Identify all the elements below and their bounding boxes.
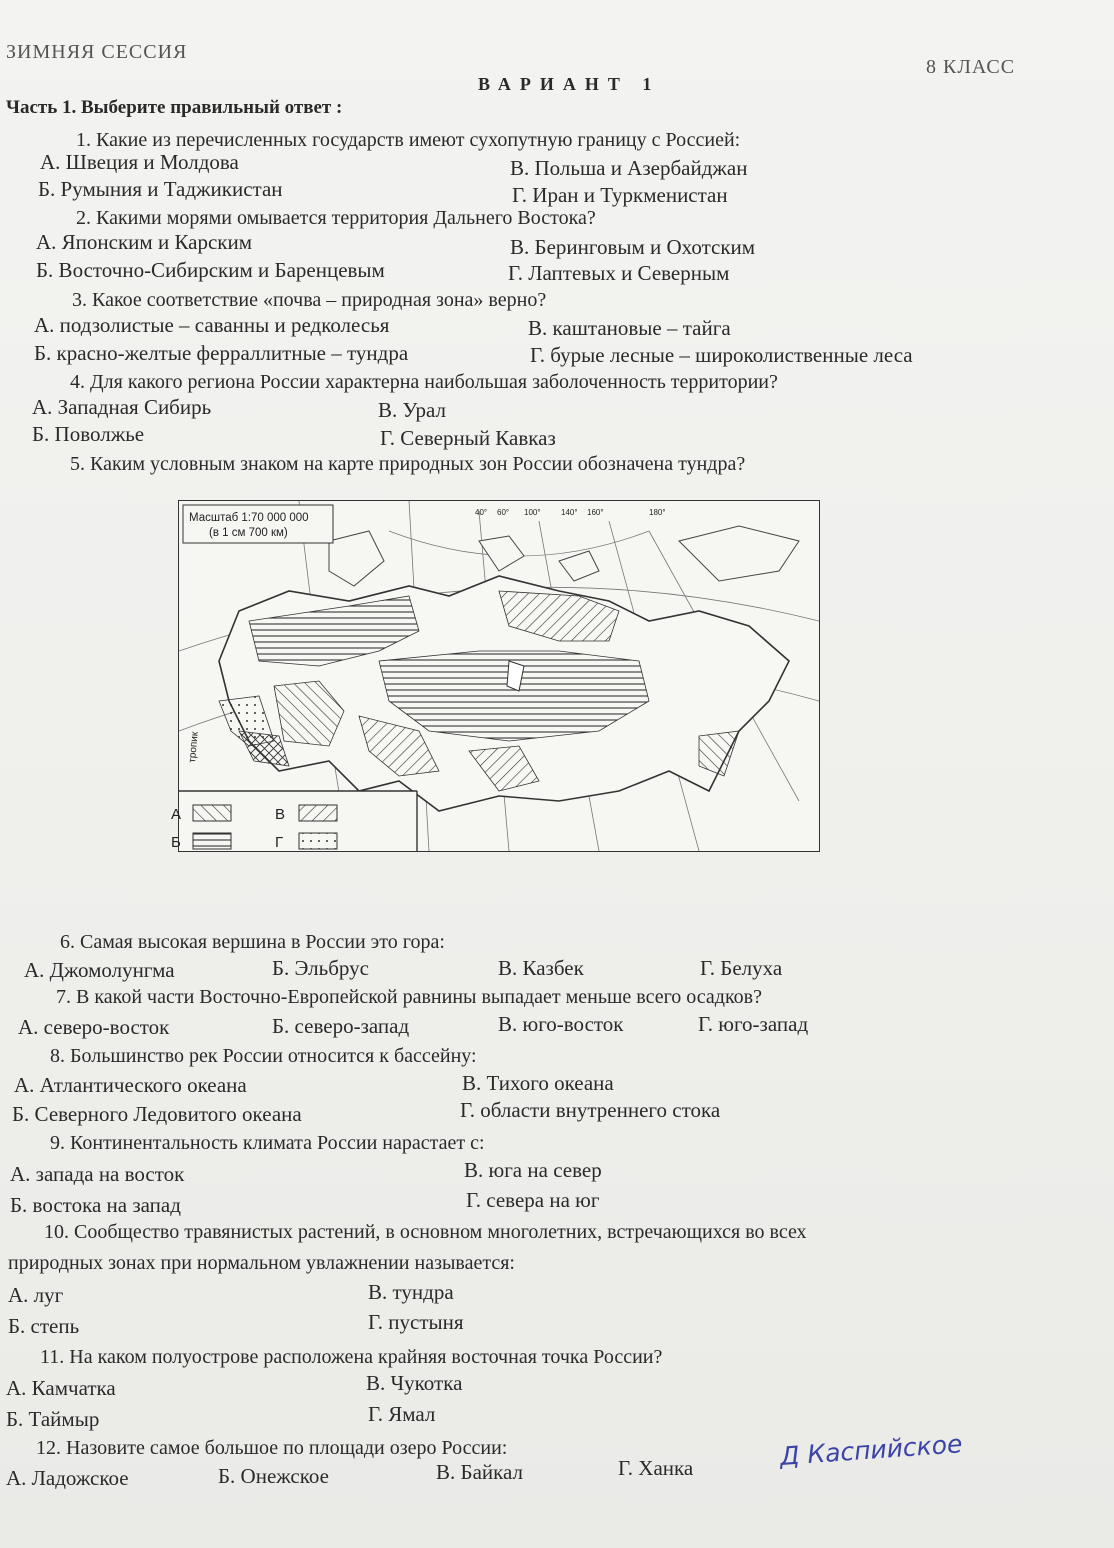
question-4: 4. Для какого региона России характерна наибольшая заболоченность территории? [70,371,778,393]
legend-v-swatch [299,805,337,821]
q9-option-v: В. юга на север [464,1158,602,1182]
q3-option-b: Б. красно-желтые ферраллитные – тундра [34,341,409,365]
session-header: ЗИМНЯЯ СЕССИЯ [6,41,188,63]
meridian-label: 140° [561,508,578,517]
meridian-label: 100° [524,508,541,517]
meridian-label: 160° [587,508,604,517]
q9-option-b: Б. востока на запад [10,1193,181,1217]
scale-note: (в 1 см 700 км) [209,527,288,539]
q4-option-g: Г. Северный Кавказ [380,426,556,450]
legend-v-label: В [275,806,286,823]
q1-option-g: Г. Иран и Туркменистан [512,183,728,207]
question-1: 1. Какие из перечисленных государств имеют сухопутную границу с Россией: [76,129,741,151]
q7-option-a: А. северо-восток [18,1015,170,1039]
q8-option-a: А. Атлантического океана [14,1073,247,1097]
question-3: 3. Какое соответствие «почва – природная зона» верно? [72,289,547,311]
q4-option-a: А. Западная Сибирь [32,395,212,419]
legend-b-swatch [193,833,231,849]
legend-g-swatch [299,833,337,849]
q2-option-g: Г. Лаптевых и Северным [508,261,730,285]
q9-option-a: А. запада на восток [10,1162,185,1186]
q2-option-v: В. Беринговым и Охотским [510,235,756,259]
q12-option-b: Б. Онежское [218,1464,329,1488]
meridian-label: 40° [475,508,488,517]
q11-option-v: В. Чукотка [366,1371,463,1395]
q12-option-v: В. Байкал [436,1460,523,1484]
question-11: 11. На каком полуострове расположена крайняя восточная точка России? [40,1346,663,1368]
q11-option-a: А. Камчатка [6,1376,116,1400]
q3-option-g: Г. бурые лесные – широколиственные леса [530,343,913,367]
legend-a-swatch [193,805,231,821]
question-7: 7. В какой части Восточно-Европейской равнины выпадает меньше всего осадков? [56,986,762,1008]
handwritten-answer: Д Каспийское [778,1429,964,1471]
question-9: 9. Континентальность климата России нарастает с: [50,1132,485,1154]
q4-option-v: В. Урал [378,398,447,422]
q3-option-v: В. каштановые – тайга [528,316,731,340]
q2-option-b: Б. Восточно-Сибирским и Баренцевым [36,258,385,282]
q10-option-b: Б. степь [8,1314,80,1338]
q1-option-a: А. Швеция и Молдова [40,150,239,174]
q7-option-b: Б. северо-запад [272,1014,410,1038]
legend-b-label: Б [171,834,181,851]
q4-option-b: Б. Поволжье [32,422,145,446]
q6-option-g: Г. Белуха [700,956,783,980]
q8-option-b: Б. Северного Ледовитого океана [12,1102,302,1126]
legend-a-label: А [171,806,182,823]
q8-option-g: Г. области внутреннего стока [460,1098,721,1122]
q11-option-b: Б. Таймыр [6,1407,100,1431]
variant-title: ВАРИАНТ 1 [478,74,661,94]
question-2: 2. Какими морями омывается территория Дальнего Востока? [76,207,596,229]
question-12: 12. Назовите самое большое по площади озеро России: [36,1437,508,1459]
q7-option-g: Г. юго-запад [698,1012,809,1036]
q8-option-v: В. Тихого океана [462,1071,614,1095]
scale-label: Масштаб 1:70 000 000 [189,512,309,524]
q12-option-a: А. Ладожское [6,1466,129,1490]
q7-option-v: В. юго-восток [498,1012,624,1036]
question-10: 10. Сообщество травянистых растений, в основном многолетних, встречающихся во всех [44,1221,807,1243]
q10-option-a: А. луг [8,1283,64,1307]
q1-option-v: В. Польша и Азербайджан [510,156,748,180]
legend-g-label: Г [275,834,284,851]
grade-header: 8 КЛАСС [926,56,1016,78]
q2-option-a: А. Японским и Карским [36,230,253,254]
part-heading: Часть 1. Выберите правильный ответ : [6,97,343,118]
q10-option-v: В. тундра [368,1280,454,1304]
question-10-continued: природных зонах при нормальном увлажнении называется: [8,1252,515,1274]
tropic-label: тропик [187,731,201,764]
natural-zones-map [171,500,820,852]
q10-option-g: Г. пустыня [368,1310,464,1334]
q1-option-b: Б. Румыния и Таджикистан [38,177,283,201]
q11-option-g: Г. Ямал [368,1402,436,1426]
q6-option-a: А. Джомолунгма [24,958,175,982]
meridian-label: 180° [649,508,666,517]
q9-option-g: Г. севера на юг [466,1188,600,1212]
question-6: 6. Самая высокая вершина в России это гора: [60,931,445,953]
question-5: 5. Каким условным знаком на карте природных зон России обозначена тундра? [70,453,746,475]
question-8: 8. Большинство рек России относится к бассейну: [50,1045,477,1067]
meridian-label: 60° [497,508,510,517]
q6-option-b: Б. Эльбрус [272,956,369,980]
q6-option-v: В. Казбек [498,956,584,980]
q12-option-g: Г. Ханка [618,1456,694,1480]
q3-option-a: А. подзолистые – саванны и редколесья [34,313,390,337]
